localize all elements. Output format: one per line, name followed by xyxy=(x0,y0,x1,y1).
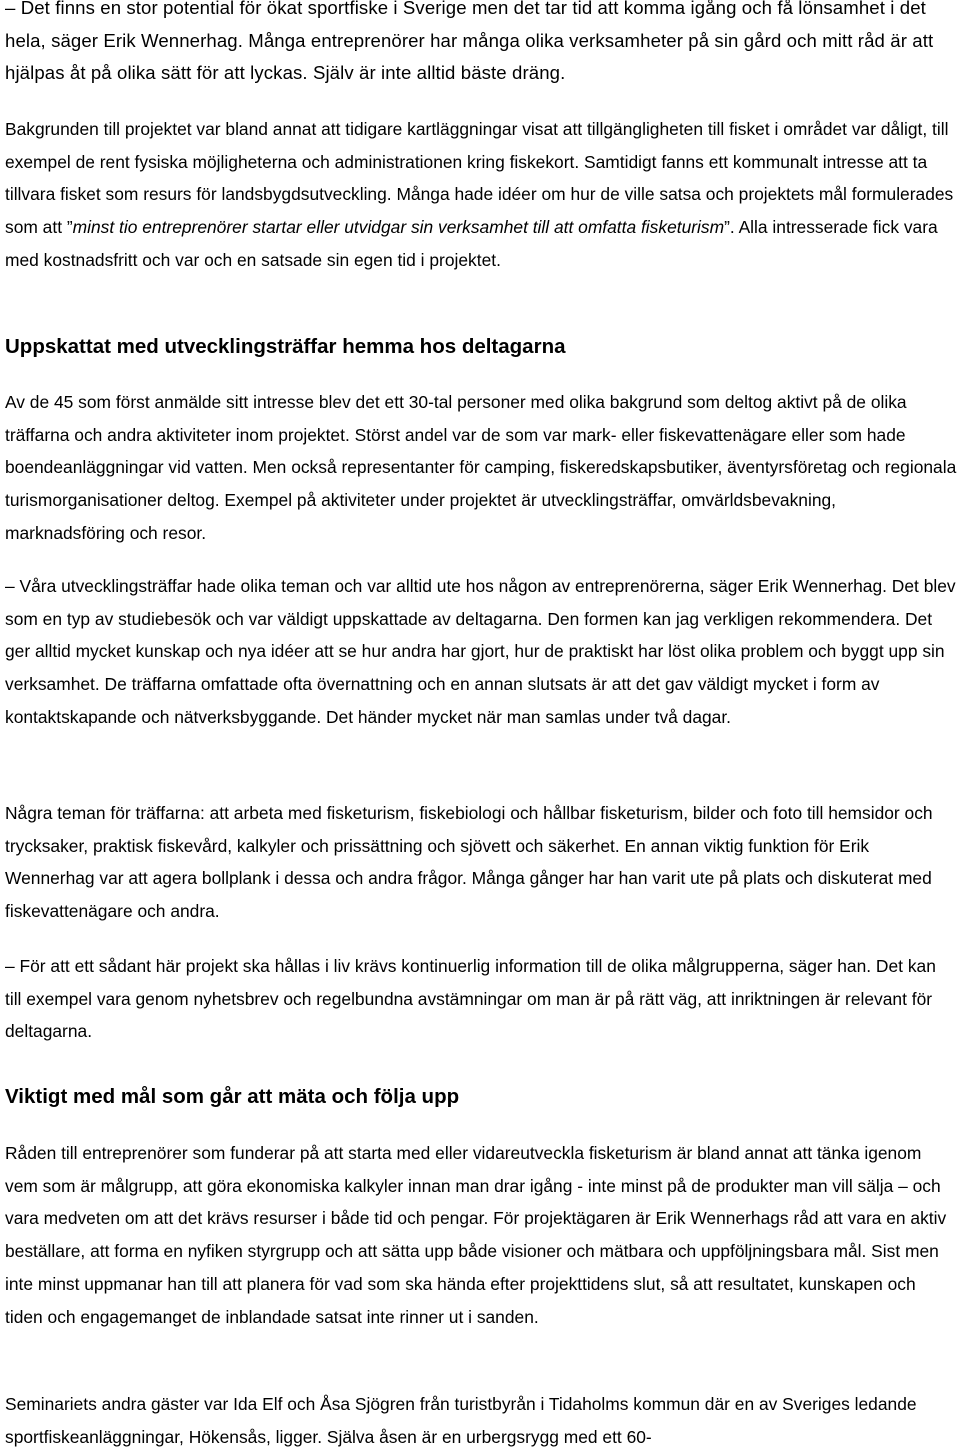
section-heading-utvecklingstraffar: Uppskattat med utvecklingsträffar hemma hos deltagarna xyxy=(5,335,566,358)
participants-paragraph: Av de 45 som först anmälde sitt intresse blev det ett 30-tal personer med olika bakgrund som deltog aktivt på de olika träffarna och andra aktiviteter inom projektet. Störst andel var de som var mark- eller fiskevattenägare eller som hade boendeanläggningar vid vatten. Men också representanter för camping, fiskeredskapsbutiker, äventyrsföretag och regionala turismorganisationer deltog. Exempel på aktiviteter under projektet är utvecklingsträffar, omvärldsbevakning, marknadsföring och resor. xyxy=(5,392,957,543)
project-goal-quote: minst tio entreprenörer startar eller utvidgar sin verksamhet till att omfatta fisketurism xyxy=(72,217,725,238)
background-paragraph xyxy=(5,113,957,277)
background-text-part1: Bakgrunden till projektet var bland annat att tidigare kartläggningar visat att tillgängligheten till fisket i området var dåligt, till exempel de rent fysiska möjligheterna och administrationen kring fiskekort. Samtidigt fanns ett kommunalt intresse att ta tillvara fisket som resurs för landsbygdsutveckling. Många hade idéer om hur de ville satsa och projektets mål formulerades som att ” xyxy=(5,119,954,238)
themes-paragraph: Några teman för träffarna: att arbeta med fisketurism, fiskebiologi och hållbar fisketurism, bilder och foto till hemsidor och trycksaker, praktisk fiskevård, kalkyler och prissättning och sjövett och säkerhet. En annan viktig funktion för Erik Wennerhag var att agera bollplank i dessa och andra frågor. Många gånger har han varit ute på plats och diskuterat med fiskevattenägare och andra. xyxy=(5,803,933,922)
background-text-part2: ”. Alla intresserade fick vara med kostnadsfritt och var och en satsade sin egen tid i projektet. xyxy=(5,217,938,270)
section-heading-mal: Viktigt med mål som går att mäta och följa upp xyxy=(5,1085,460,1108)
seminar-paragraph: Seminariets andra gäster var Ida Elf och Åsa Sjögren från turistbyrån i Tidaholms kommun där en av Sveriges ledande sportfiskeanläggningar, Hökensås, ligger. Själva åsen är en urbergsrygg med ett 60- xyxy=(5,1394,917,1447)
intro-paragraph: – Det finns en stor potential för ökat sportfiske i Sverige men det tar tid att komma igång och få lönsamhet i det hela, säger Erik Wennerhag. Många entreprenörer har många olika verksamheter på sin gård och mitt råd är att hjälpas åt på olika sätt för att lyckas. Själv är inte alltid bäste dräng. xyxy=(5,0,934,83)
advice-paragraph: Råden till entreprenörer som funderar på att starta med eller vidareutveckla fisketurism är bland annat att tänka igenom vem som är målgrupp, att göra ekonomiska kalkyler innan man drar igång - inte minst på de produkter man vill sälja – och vara medveten om att det krävs resurser i både tid och pengar. För projektägaren är Erik Wennerhags råd att vara en aktiv beställare, att forma en nyfiken styrgrupp och att sätta upp både visioner och mätbara och uppföljningsbara mål. Sist men inte minst uppmanar han till att planera för vad som ska hända efter projekttidens slut, så att resultatet, kunskapen och tiden och engagemanget de inblandade satsat inte rinner ut i sanden. xyxy=(5,1143,947,1327)
quote-paragraph-information: – För att ett sådant här projekt ska hållas i liv krävs kontinuerlig information till de olika målgrupperna, säger han. Det kan till exempel vara genom nyhetsbrev och regelbundna avstämningar om man är på rätt väg, att inriktningen är relevant för deltagarna. xyxy=(5,956,936,1042)
quote-paragraph-traffar: – Våra utvecklingsträffar hade olika teman och var alltid ute hos någon av entreprenörerna, säger Erik Wennerhag. Det blev som en typ av studiebesök och var väldigt uppskattade av deltagarna. Den formen kan jag verkligen rekommendera. Det ger alltid mycket kunskap och nya idéer att se hur andra har gjort, hur de praktiskt har löst olika problem och byggt upp sin verksamhet. De träffarna omfattade ofta övernattning och en annan slutsats är att det gav väldigt mycket i form av kontaktskapande och nätverksbyggande. Det händer mycket när man samlas under två dagar. xyxy=(5,576,956,727)
